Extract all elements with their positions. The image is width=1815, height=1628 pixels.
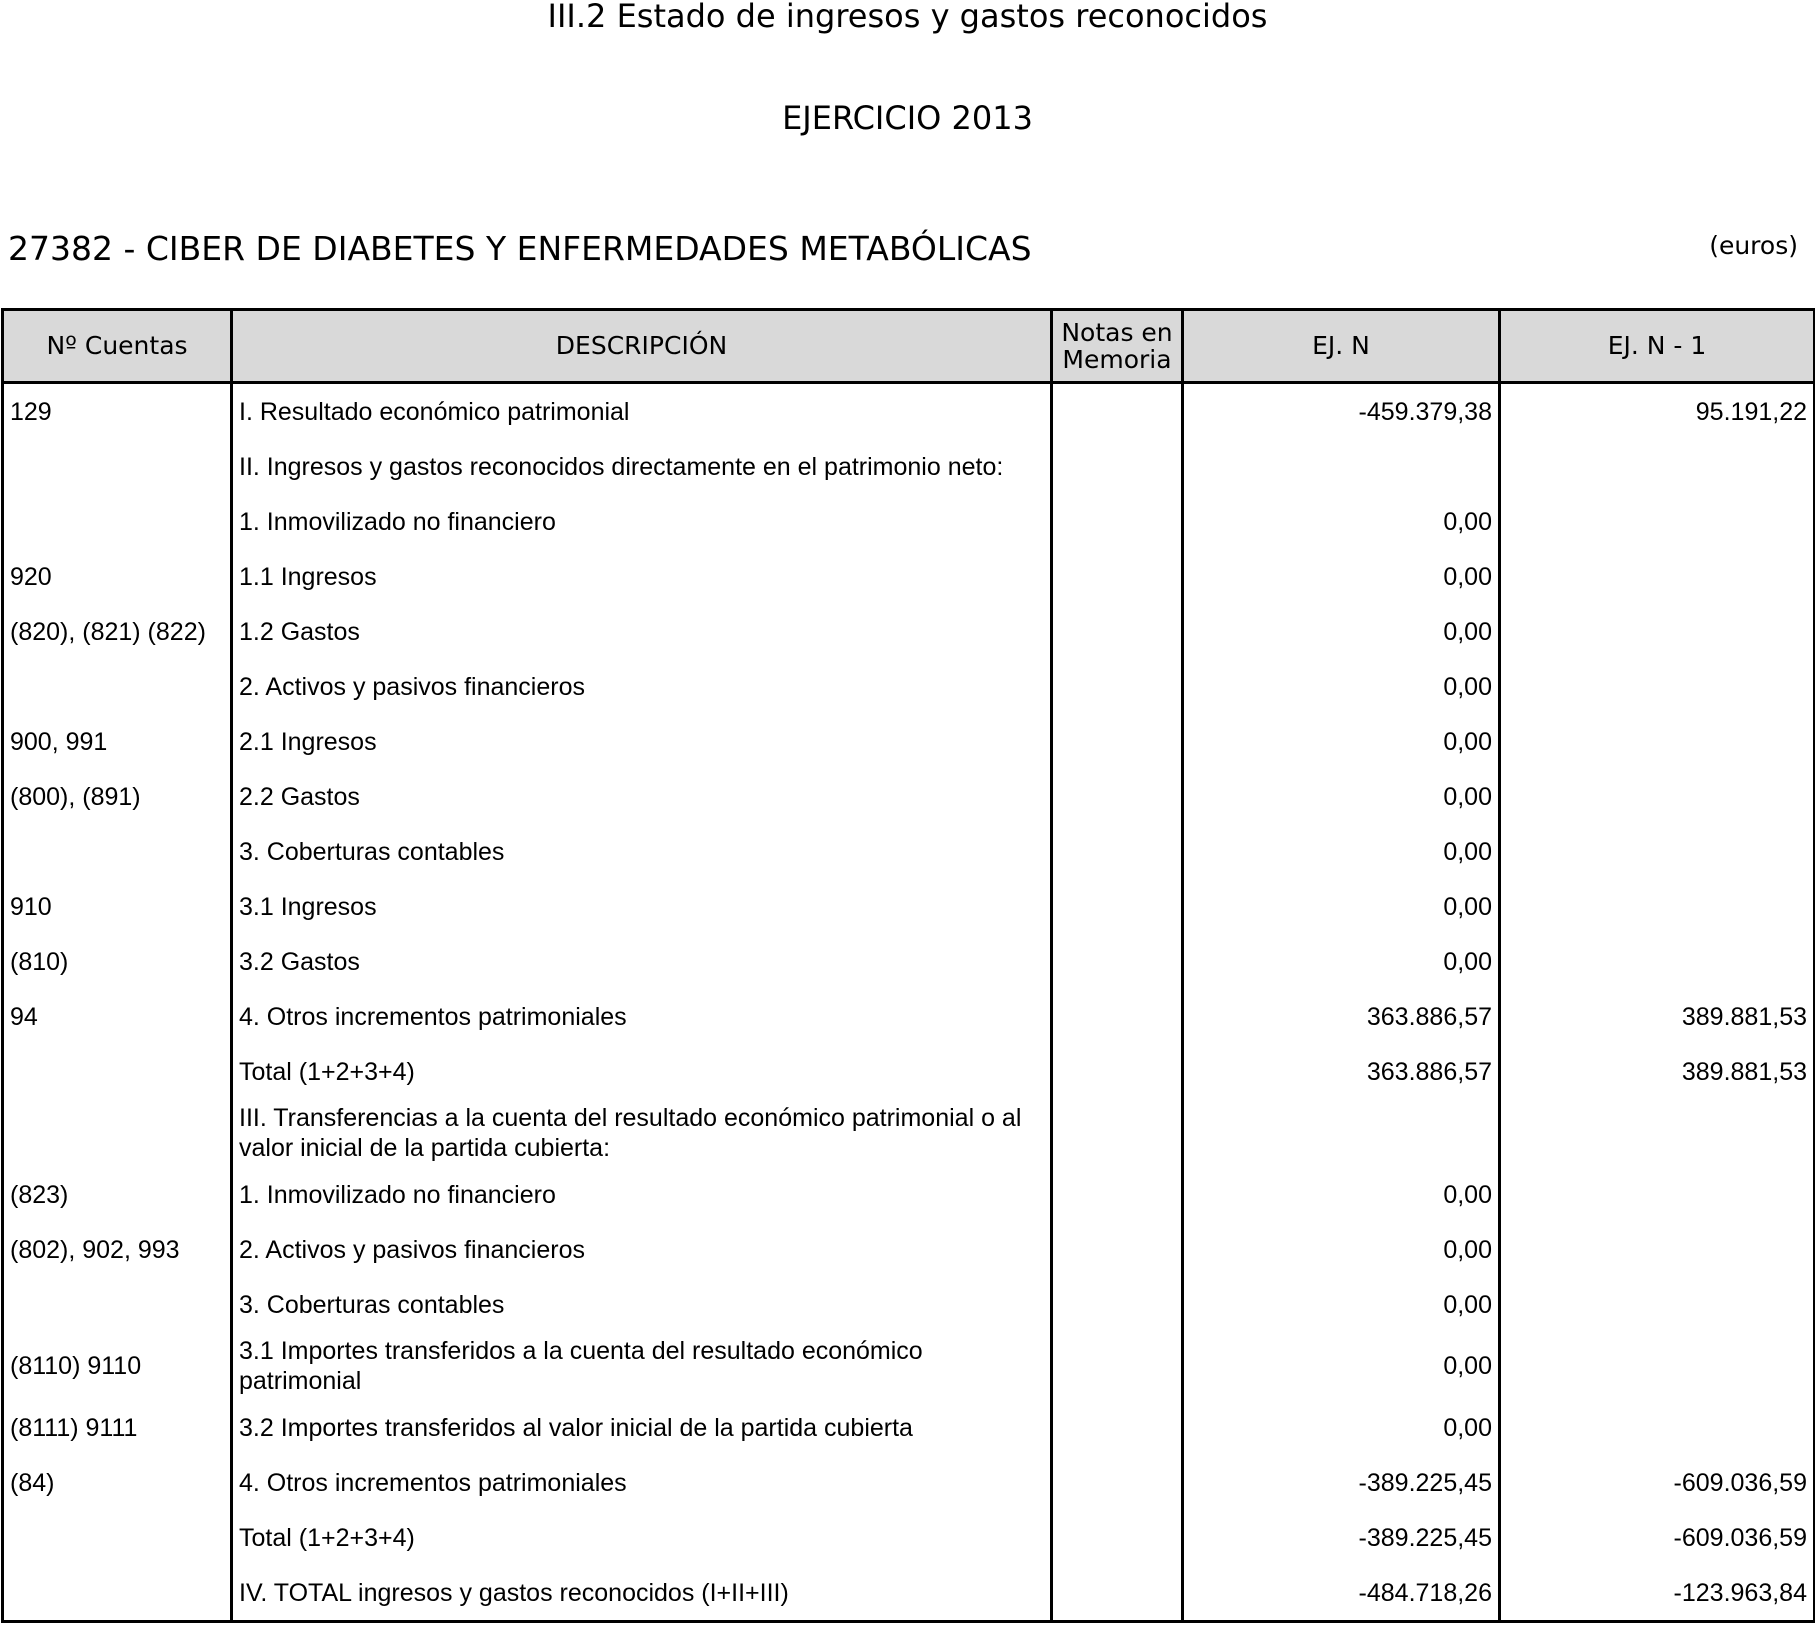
cell-ej-n: 0,00 xyxy=(1183,934,1500,989)
cell-cuentas: 94 xyxy=(3,989,232,1044)
header-ej-n: EJ. N xyxy=(1183,310,1500,383)
table-row xyxy=(3,879,1815,934)
table-row xyxy=(3,1455,1815,1510)
cell-notas xyxy=(1052,1044,1183,1099)
cell-ej-n1 xyxy=(1500,1400,1815,1455)
cell-ej-n: 0,00 xyxy=(1183,879,1500,934)
cell-cuentas: (8111) 9111 xyxy=(3,1400,232,1455)
cell-ej-n: 0,00 xyxy=(1183,769,1500,824)
table-row xyxy=(3,439,1815,494)
table-body xyxy=(3,383,1815,1622)
table-row xyxy=(3,1510,1815,1565)
cell-ej-n: 0,00 xyxy=(1183,494,1500,549)
table-row xyxy=(3,494,1815,549)
cell-descripcion: 3.2 Gastos xyxy=(232,934,1052,989)
cell-ej-n1: 95.191,22 xyxy=(1500,383,1815,440)
cell-ej-n1 xyxy=(1500,879,1815,934)
cell-ej-n xyxy=(1183,1099,1500,1167)
cell-ej-n1 xyxy=(1500,1099,1815,1167)
cell-ej-n: 363.886,57 xyxy=(1183,1044,1500,1099)
cell-cuentas: 920 xyxy=(3,549,232,604)
cell-descripcion: 2. Activos y pasivos financieros xyxy=(232,659,1052,714)
cell-ej-n: -484.718,26 xyxy=(1183,1565,1500,1622)
table-row xyxy=(3,714,1815,769)
cell-descripcion: I. Resultado económico patrimonial xyxy=(232,383,1052,440)
cell-ej-n1 xyxy=(1500,1222,1815,1277)
cell-cuentas xyxy=(3,1099,232,1167)
cell-ej-n1: -609.036,59 xyxy=(1500,1455,1815,1510)
table-row xyxy=(3,1400,1815,1455)
cell-ej-n1 xyxy=(1500,769,1815,824)
cell-ej-n1: 389.881,53 xyxy=(1500,1044,1815,1099)
table-row xyxy=(3,604,1815,659)
cell-ej-n: 0,00 xyxy=(1183,659,1500,714)
cell-ej-n1 xyxy=(1500,549,1815,604)
cell-descripcion: III. Transferencias a la cuenta del resultado económico patrimonial o al valor inicial de la partida cubierta: xyxy=(232,1099,1052,1167)
table-row xyxy=(3,1565,1815,1622)
cell-ej-n: 0,00 xyxy=(1183,824,1500,879)
cell-descripcion: 3. Coberturas contables xyxy=(232,824,1052,879)
units-label: (euros) xyxy=(1709,231,1798,260)
cell-cuentas: (84) xyxy=(3,1455,232,1510)
cell-notas xyxy=(1052,1277,1183,1332)
cell-descripcion: 2. Activos y pasivos financieros xyxy=(232,1222,1052,1277)
cell-notas xyxy=(1052,714,1183,769)
cell-ej-n: -389.225,45 xyxy=(1183,1510,1500,1565)
header-notas: Notas en Memoria xyxy=(1052,310,1183,383)
cell-descripcion: 2.1 Ingresos xyxy=(232,714,1052,769)
cell-ej-n: 0,00 xyxy=(1183,604,1500,659)
cell-ej-n1 xyxy=(1500,714,1815,769)
cell-ej-n1 xyxy=(1500,659,1815,714)
cell-cuentas: (810) xyxy=(3,934,232,989)
cell-descripcion: II. Ingresos y gastos reconocidos directamente en el patrimonio neto: xyxy=(232,439,1052,494)
cell-cuentas: (800), (891) xyxy=(3,769,232,824)
cell-notas xyxy=(1052,934,1183,989)
cell-ej-n1 xyxy=(1500,604,1815,659)
cell-ej-n: 0,00 xyxy=(1183,1277,1500,1332)
document-subtitle: EJERCICIO 2013 xyxy=(782,99,1033,137)
cell-cuentas: (8110) 9110 xyxy=(3,1332,232,1400)
cell-notas xyxy=(1052,879,1183,934)
cell-ej-n: 0,00 xyxy=(1183,1222,1500,1277)
cell-cuentas: (823) xyxy=(3,1167,232,1222)
cell-descripcion: 3.1 Importes transferidos a la cuenta del resultado económico patrimonial xyxy=(232,1332,1052,1400)
table-row xyxy=(3,1332,1815,1400)
cell-ej-n: -389.225,45 xyxy=(1183,1455,1500,1510)
cell-ej-n1 xyxy=(1500,439,1815,494)
cell-ej-n: -459.379,38 xyxy=(1183,383,1500,440)
cell-descripcion: 3.2 Importes transferidos al valor inicial de la partida cubierta xyxy=(232,1400,1052,1455)
table-row xyxy=(3,1099,1815,1167)
table-row xyxy=(3,1277,1815,1332)
cell-descripcion: Total (1+2+3+4) xyxy=(232,1044,1052,1099)
cell-notas xyxy=(1052,1332,1183,1400)
cell-ej-n1 xyxy=(1500,1332,1815,1400)
cell-descripcion: 2.2 Gastos xyxy=(232,769,1052,824)
cell-descripcion: 1.2 Gastos xyxy=(232,604,1052,659)
cell-cuentas xyxy=(3,1565,232,1622)
table-row xyxy=(3,1044,1815,1099)
cell-notas xyxy=(1052,1455,1183,1510)
table-row xyxy=(3,549,1815,604)
cell-descripcion: 4. Otros incrementos patrimoniales xyxy=(232,1455,1052,1510)
cell-notas xyxy=(1052,1565,1183,1622)
table-row xyxy=(3,769,1815,824)
cell-descripcion: 3. Coberturas contables xyxy=(232,1277,1052,1332)
cell-descripcion: 1. Inmovilizado no financiero xyxy=(232,494,1052,549)
document-title: III.2 Estado de ingresos y gastos reconocidos xyxy=(547,0,1268,35)
cell-ej-n: 0,00 xyxy=(1183,1167,1500,1222)
cell-cuentas xyxy=(3,1510,232,1565)
cell-notas xyxy=(1052,439,1183,494)
header-ej-n1: EJ. N - 1 xyxy=(1500,310,1815,383)
cell-ej-n1: -609.036,59 xyxy=(1500,1510,1815,1565)
cell-ej-n: 0,00 xyxy=(1183,714,1500,769)
table-row xyxy=(3,824,1815,879)
cell-ej-n: 363.886,57 xyxy=(1183,989,1500,1044)
cell-cuentas xyxy=(3,1277,232,1332)
cell-ej-n xyxy=(1183,439,1500,494)
table-header-row xyxy=(3,310,1815,383)
cell-ej-n: 0,00 xyxy=(1183,549,1500,604)
cell-notas xyxy=(1052,1400,1183,1455)
table-row xyxy=(3,1167,1815,1222)
cell-descripcion: 1.1 Ingresos xyxy=(232,549,1052,604)
cell-notas xyxy=(1052,1099,1183,1167)
cell-descripcion: 4. Otros incrementos patrimoniales xyxy=(232,989,1052,1044)
cell-ej-n1: -123.963,84 xyxy=(1500,1565,1815,1622)
cell-ej-n: 0,00 xyxy=(1183,1332,1500,1400)
cell-descripcion: 3.1 Ingresos xyxy=(232,879,1052,934)
table-row xyxy=(3,934,1815,989)
cell-notas xyxy=(1052,604,1183,659)
cell-cuentas: (820), (821) (822) xyxy=(3,604,232,659)
cell-cuentas: 910 xyxy=(3,879,232,934)
cell-notas xyxy=(1052,383,1183,440)
cell-descripcion: IV. TOTAL ingresos y gastos reconocidos (I+II+III) xyxy=(232,1565,1052,1622)
cell-cuentas: 900, 991 xyxy=(3,714,232,769)
header-cuentas: Nº Cuentas xyxy=(3,310,232,383)
cell-notas xyxy=(1052,769,1183,824)
cell-ej-n1 xyxy=(1500,494,1815,549)
cell-ej-n1 xyxy=(1500,1277,1815,1332)
cell-cuentas: (802), 902, 993 xyxy=(3,1222,232,1277)
cell-ej-n1 xyxy=(1500,934,1815,989)
cell-notas xyxy=(1052,1510,1183,1565)
cell-cuentas xyxy=(3,824,232,879)
cell-ej-n: 0,00 xyxy=(1183,1400,1500,1455)
header-descripcion: DESCRIPCIÓN xyxy=(232,310,1052,383)
cell-cuentas xyxy=(3,439,232,494)
cell-notas xyxy=(1052,494,1183,549)
cell-cuentas xyxy=(3,1044,232,1099)
statement-table xyxy=(1,308,1815,1623)
cell-notas xyxy=(1052,659,1183,714)
cell-notas xyxy=(1052,989,1183,1044)
cell-descripcion: Total (1+2+3+4) xyxy=(232,1510,1052,1565)
cell-notas xyxy=(1052,549,1183,604)
cell-notas xyxy=(1052,824,1183,879)
table-row xyxy=(3,383,1815,440)
cell-notas xyxy=(1052,1167,1183,1222)
cell-cuentas: 129 xyxy=(3,383,232,440)
cell-cuentas xyxy=(3,494,232,549)
table-row xyxy=(3,1222,1815,1277)
cell-ej-n1 xyxy=(1500,1167,1815,1222)
cell-cuentas xyxy=(3,659,232,714)
entity-heading: 27382 - CIBER DE DIABETES Y ENFERMEDADES METABÓLICAS xyxy=(8,229,1032,268)
cell-ej-n1 xyxy=(1500,824,1815,879)
table-row xyxy=(3,989,1815,1044)
cell-descripcion: 1. Inmovilizado no financiero xyxy=(232,1167,1052,1222)
cell-ej-n1: 389.881,53 xyxy=(1500,989,1815,1044)
cell-notas xyxy=(1052,1222,1183,1277)
table-row xyxy=(3,659,1815,714)
